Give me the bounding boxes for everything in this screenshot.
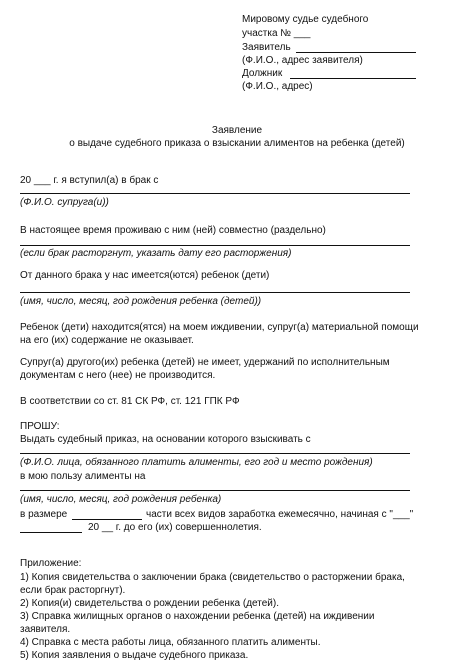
applicant-hint: (Ф.И.О., адрес заявителя) <box>242 55 363 66</box>
attachment-item: 3) Справка жилищных органов о нахождении ребенка (детей) на иждивении <box>20 611 375 622</box>
amount-prefix: в размере <box>20 509 68 520</box>
divorce-field-line[interactable] <box>20 245 410 246</box>
attachments-heading: Приложение: <box>20 558 82 569</box>
header-district-line: участка № ___ <box>242 28 311 39</box>
amount-suffix: части всех видов заработка ежемесячно, начиная с "___" <box>146 509 414 520</box>
dependency-line-1: Ребенок (дети) находится(ятся) на моем иждивении, супруг(а) материальной помощи <box>20 322 419 333</box>
debtor-field-line[interactable] <box>290 78 416 79</box>
children-field-line[interactable] <box>20 292 410 293</box>
attachment-item: 1) Копия свидетельства о заключении брака (свидетельство о расторжении брака, <box>20 572 405 583</box>
attachment-item: 2) Копия(и) свидетельства о рождении ребенка (детей). <box>20 598 279 609</box>
living-line: В настоящее время проживаю с ним (ней) совместно (раздельно) <box>20 225 326 236</box>
request-heading: ПРОШУ: <box>20 421 60 432</box>
other-children-line-1: Супруг(а) другого(их) ребенка (детей) не имеет, удержаний по исполнительным <box>20 357 390 368</box>
spouse-hint: (Ф.И.О. супруга(и)) <box>20 197 109 208</box>
document-subtitle: о выдаче судебного приказа о взыскании алиментов на ребенка (детей) <box>69 138 405 149</box>
other-children-line-2: документам с него (нее) не производится. <box>20 370 216 381</box>
favor-line: в мою пользу алименты на <box>20 471 146 482</box>
attachment-item: если брак расторгнут). <box>20 585 126 596</box>
child-field-line[interactable] <box>20 490 410 491</box>
marriage-line: 20 ___ г. я вступил(а) в брак с <box>20 175 159 186</box>
payer-field-line[interactable] <box>20 453 410 454</box>
debtor-label: Должник <box>242 68 283 79</box>
header-court-line: Мировому судье судебного <box>242 14 369 25</box>
start-date-field-line[interactable] <box>20 532 82 533</box>
payer-hint: (Ф.И.О. лица, обязанного платить алименты, его год и место рождения) <box>20 457 373 468</box>
law-reference: В соответствии со ст. 81 СК РФ, ст. 121 ГПК РФ <box>20 396 240 407</box>
child-hint: (имя, число, месяц, год рождения ребенка) <box>20 494 222 505</box>
children-hint: (имя, число, месяц, год рождения ребенка (детей)) <box>20 296 262 307</box>
applicant-field-line[interactable] <box>296 52 416 53</box>
divorce-hint: (если брак расторгнут, указать дату его расторжения) <box>20 248 292 259</box>
children-line: От данного брака у нас имеется(ются) ребенок (дети) <box>20 270 270 281</box>
attachment-item: заявителя. <box>20 624 71 635</box>
amount-field-line[interactable] <box>72 519 142 520</box>
dependency-line-2: на его (их) содержание не оказывает. <box>20 335 194 346</box>
document-title: Заявление <box>211 125 263 136</box>
request-line: Выдать судебный приказ, на основании которого взыскивать с <box>20 434 311 445</box>
spouse-field-line[interactable] <box>20 193 410 194</box>
attachment-item: 4) Справка с места работы лица, обязанного платить алименты. <box>20 637 321 648</box>
attachment-item: 5) Копия заявления о выдаче судебного приказа. <box>20 650 249 661</box>
applicant-label: Заявитель <box>242 42 291 53</box>
debtor-hint: (Ф.И.О., адрес) <box>242 81 313 92</box>
until-line: 20 __ г. до его (их) совершеннолетия. <box>88 522 262 533</box>
